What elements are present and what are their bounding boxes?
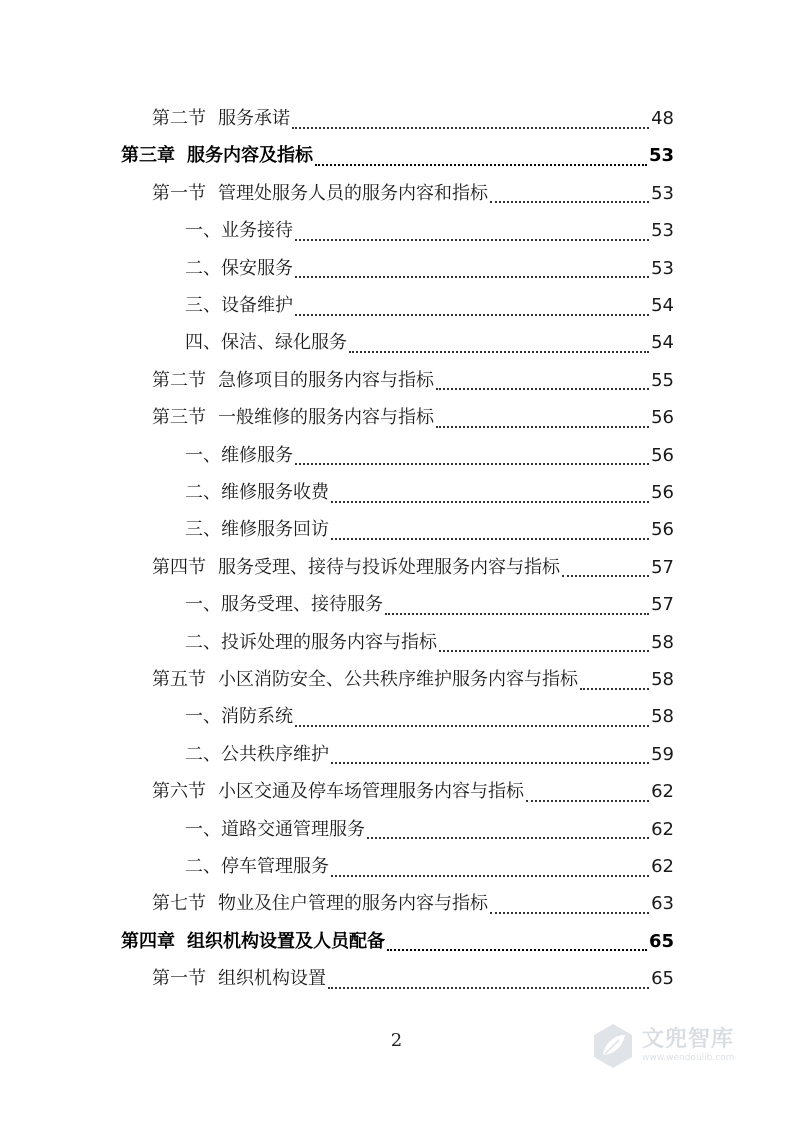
- dot-leader: [331, 501, 649, 503]
- toc-section-entry[interactable]: [152, 773, 674, 810]
- dot-leader: [331, 538, 649, 540]
- toc-page-number: 62: [651, 818, 674, 840]
- dot-leader: [295, 725, 649, 727]
- toc-entry-label: 第四节: [152, 556, 206, 578]
- toc-page-number: 63: [651, 893, 674, 915]
- dot-leader: [439, 650, 649, 652]
- toc-section-entry[interactable]: [152, 885, 674, 922]
- toc-entry-title: 服务受理、接待服务: [221, 594, 383, 616]
- toc-page-number: 53: [648, 145, 674, 167]
- dot-leader: [526, 800, 649, 802]
- toc-item-entry[interactable]: [185, 624, 674, 661]
- toc-entry-label: 一、: [185, 594, 221, 616]
- toc-entry-label: 第二节: [152, 369, 206, 391]
- toc-entry-label: 二、: [185, 482, 221, 503]
- toc-entry-label: 一、: [185, 706, 221, 728]
- toc-entry-label: 二、: [185, 856, 221, 877]
- toc-entry-title: 服务内容及指标: [187, 145, 313, 167]
- toc-entry-title: 消防系统: [221, 706, 293, 728]
- toc-entry-title: 维修服务: [221, 444, 293, 466]
- toc-page-number: 53: [651, 182, 674, 204]
- dot-leader: [295, 463, 649, 465]
- toc-section-entry[interactable]: [152, 549, 674, 586]
- watermark-url: www.wendoulib.com: [642, 1053, 735, 1063]
- toc-entry-title: 一般维修的服务内容与指标: [218, 407, 434, 429]
- toc-page-number: 56: [651, 444, 674, 466]
- toc-item-entry[interactable]: [185, 736, 674, 773]
- toc-chapter-entry[interactable]: [121, 923, 674, 960]
- dot-leader: [295, 239, 649, 241]
- toc-page-number: 57: [651, 594, 674, 616]
- dot-leader: [580, 688, 649, 690]
- toc-item-entry[interactable]: [185, 250, 674, 287]
- dot-leader: [562, 575, 649, 577]
- dot-leader: [490, 201, 649, 203]
- dot-leader: [295, 314, 649, 316]
- dot-leader: [292, 127, 649, 129]
- toc-item-entry[interactable]: [185, 848, 674, 885]
- toc-entry-label: 四、: [185, 332, 221, 354]
- toc-entry-title: 维修服务回访: [221, 519, 329, 541]
- toc-entry-label: 第一节: [152, 968, 206, 990]
- dot-leader: [315, 164, 647, 166]
- toc-entry-title: 服务承诺: [218, 108, 290, 129]
- hexagon-leaf-logo-icon: [588, 1021, 638, 1071]
- toc-entry-label: 第一节: [152, 182, 206, 204]
- toc-entry-label: 二、: [185, 257, 221, 279]
- toc-item-entry[interactable]: [185, 698, 674, 735]
- toc-entry-label: 三、: [185, 519, 221, 541]
- toc-item-entry[interactable]: [185, 212, 674, 249]
- toc-entry-label: 第三章: [121, 145, 175, 167]
- toc-section-entry[interactable]: [152, 362, 674, 399]
- dot-leader: [331, 875, 649, 877]
- toc-entry-label: 第三节: [152, 407, 206, 429]
- toc-entry-label: 第四章: [121, 930, 175, 952]
- toc-section-entry[interactable]: [152, 175, 674, 212]
- toc-entry-title: 物业及住户管理的服务内容与指标: [218, 893, 488, 915]
- toc-page-number: 54: [651, 332, 674, 354]
- toc-item-entry[interactable]: [185, 811, 674, 848]
- toc-entry-title: 服务受理、接待与投诉处理服务内容与指标: [218, 556, 560, 578]
- dot-leader: [436, 388, 649, 390]
- toc-entry-title: 保安服务: [221, 257, 293, 279]
- toc-page-number: 62: [651, 781, 674, 803]
- toc-item-entry[interactable]: [185, 511, 674, 548]
- toc-entry-label: 第五节: [152, 669, 206, 690]
- toc-page-number: 62: [651, 856, 674, 877]
- toc-entry-label: 第二节: [152, 108, 206, 129]
- toc-page-number: 55: [651, 369, 674, 391]
- toc-entry-title: 维修服务收费: [221, 482, 329, 503]
- dot-leader: [436, 426, 649, 428]
- toc-section-entry[interactable]: [152, 100, 674, 137]
- toc-page-number: 59: [651, 743, 674, 765]
- dot-leader: [490, 912, 649, 914]
- dot-leader: [328, 987, 649, 989]
- dot-leader: [385, 613, 649, 615]
- toc-section-entry[interactable]: [152, 960, 674, 997]
- toc-chapter-entry[interactable]: [121, 137, 674, 174]
- toc-item-entry[interactable]: [185, 437, 674, 474]
- dot-leader: [367, 837, 649, 839]
- toc-entry-title: 小区消防安全、公共秩序维护服务内容与指标: [218, 669, 578, 690]
- toc-page-number: 56: [651, 482, 674, 503]
- toc-entry-label: 一、: [185, 444, 221, 466]
- toc-entry-title: 停车管理服务: [221, 856, 329, 877]
- toc-page-number: 58: [651, 706, 674, 728]
- toc-entry-title: 投诉处理的服务内容与指标: [221, 631, 437, 653]
- toc-page-number: 56: [651, 519, 674, 541]
- toc-item-entry[interactable]: [185, 287, 674, 324]
- toc-page-number: 54: [651, 295, 674, 316]
- toc-page-number: 65: [648, 930, 674, 952]
- dot-leader: [295, 276, 649, 278]
- toc-item-entry[interactable]: [185, 474, 674, 511]
- toc-entry-title: 管理处服务人员的服务内容和指标: [218, 182, 488, 204]
- toc-page-number: 53: [651, 257, 674, 279]
- toc-page-number: 58: [651, 631, 674, 653]
- toc-page-number: 48: [651, 108, 674, 129]
- watermark-brand: 文兜智库: [642, 1027, 735, 1052]
- toc-item-entry[interactable]: [185, 324, 674, 361]
- dot-leader: [331, 762, 649, 764]
- toc-entry-title: 急修项目的服务内容与指标: [218, 369, 434, 391]
- toc-entry-label: 第六节: [152, 781, 206, 803]
- dot-leader: [387, 949, 647, 951]
- toc-entry-title: 公共秩序维护: [221, 743, 329, 765]
- toc-page-number: 53: [651, 220, 674, 242]
- toc-entry-title: 组织机构设置: [218, 968, 326, 990]
- toc-entry-label: 三、: [185, 295, 221, 316]
- toc-item-entry[interactable]: [185, 586, 674, 623]
- toc-entry-label: 二、: [185, 743, 221, 765]
- toc-entry-label: 一、: [185, 818, 221, 840]
- toc-entry-title: 道路交通管理服务: [221, 818, 365, 840]
- toc-section-entry[interactable]: [152, 399, 674, 436]
- toc-page-number: 56: [651, 407, 674, 429]
- toc-entry-label: 一、: [185, 220, 221, 242]
- dot-leader: [349, 351, 649, 353]
- toc-section-entry[interactable]: [152, 661, 674, 698]
- toc-entry-title: 小区交通及停车场管理服务内容与指标: [218, 781, 524, 803]
- toc-entry-title: 组织机构设置及人员配备: [187, 930, 385, 952]
- watermark: [588, 1018, 758, 1074]
- toc-entry-title: 保洁、绿化服务: [221, 332, 347, 354]
- toc-page-number: 57: [651, 556, 674, 578]
- toc-page-number: 65: [651, 968, 674, 990]
- toc-entry-title: 业务接待: [221, 220, 293, 242]
- toc-entry-label: 二、: [185, 631, 221, 653]
- page-number: 2: [390, 1030, 403, 1051]
- toc-entry-label: 第七节: [152, 893, 206, 915]
- toc-page-number: 58: [651, 669, 674, 690]
- toc-entry-title: 设备维护: [221, 295, 293, 316]
